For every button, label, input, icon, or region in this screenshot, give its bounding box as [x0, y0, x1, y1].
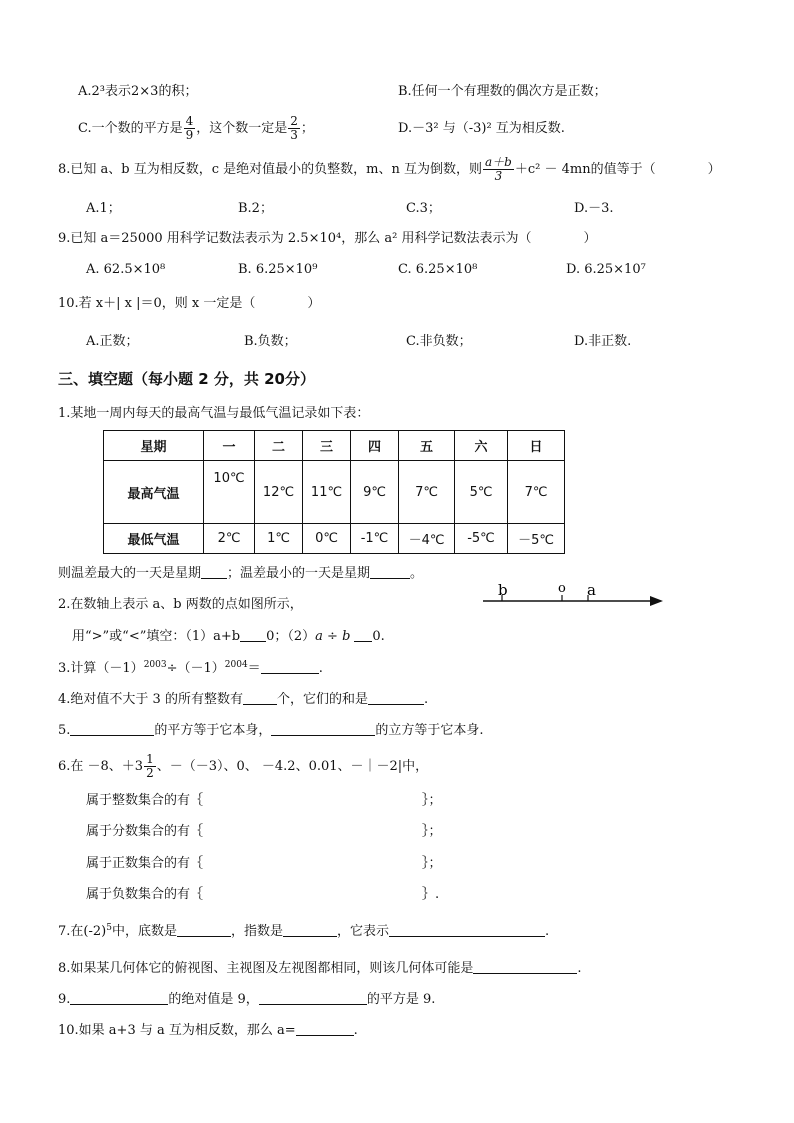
f1-stem: 1.某地一周内每天的最高气温与最低气温记录如下表： [58, 406, 370, 421]
number-line-figure [480, 580, 670, 612]
q8-stem: 8.已知 a、b 互为相反数，c 是绝对值最小的负整数，m、n 互为倒数，则 $\frac{a+b}{3}$ ＋c² － 4mn的值等于（ ） [58, 155, 721, 183]
table-cell: -1℃ [351, 524, 399, 554]
table-header-cell: 五 [399, 431, 455, 461]
q7-option-c-text: C.一个数的平方是 [78, 121, 183, 136]
f8-stem: 8.如果某几何体它的俯视图、主视图及左视图都相同，则该几何体可能是 . [58, 961, 582, 976]
table-row-label: 最高气温 [104, 461, 204, 524]
f6-set-positive: 属于正数集合的有｛ [86, 856, 204, 871]
table-header-cell: 三 [303, 431, 351, 461]
f6-set-end: ｝； [422, 824, 442, 839]
f6-set-end: ｝. [422, 887, 440, 902]
answer-blank[interactable] [70, 990, 168, 1005]
f6-set-end: ｝； [422, 856, 442, 871]
fraction: $\frac{1}{2}$ [146, 752, 154, 780]
temperature-table [103, 430, 565, 554]
q10-option-b: B.负数； [244, 334, 297, 349]
answer-blank[interactable] [243, 690, 277, 705]
q9-option-c: C. 6.25×10⁸ [398, 262, 478, 277]
f4-stem: 4.绝对值不大于 3 的所有整数有 个，它们的和是 . [58, 692, 429, 707]
f2-stem: 2.在数轴上表示 a、b 两数的点如图所示， [58, 597, 303, 612]
answer-blank[interactable] [296, 1021, 354, 1036]
label-a: a [587, 581, 596, 599]
table-header-cell: 四 [351, 431, 399, 461]
f2-fill: 用“>”或“<”填空：（1）a+b 0；（2）a ÷ b 0. [72, 629, 385, 644]
answer-blank[interactable] [354, 627, 372, 642]
table-cell: －5℃ [508, 524, 565, 554]
answer-blank[interactable] [370, 564, 410, 579]
q8-option-c: C.3； [406, 201, 441, 216]
table-header-cell: 一 [204, 431, 255, 461]
answer-blank[interactable] [201, 564, 227, 579]
section-heading: 三、填空题（每小题 2 分，共 20分） [58, 370, 315, 388]
fraction: $\frac{a+b}{3}$ [485, 155, 512, 183]
q9-option-a: A. 62.5×10⁸ [86, 262, 166, 277]
table-cell: 12℃ [255, 461, 303, 524]
f1-followup: 则温差最大的一天是星期 ；温差最小的一天是星期 。 [58, 566, 424, 581]
table-cell: -5℃ [455, 524, 508, 554]
table-cell: 5℃ [455, 461, 508, 524]
table-cell: 10℃ [204, 461, 255, 524]
table-cell: 2℃ [204, 524, 255, 554]
table-row-high [104, 461, 565, 524]
q7-option-b: B.任何一个有理数的偶次方是正数； [398, 84, 607, 99]
table-header-row [104, 431, 565, 461]
table-header-cell: 二 [255, 431, 303, 461]
fraction: $\frac{4}{9}$ [185, 114, 194, 142]
q9-option-d: D. 6.25×10⁷ [566, 262, 646, 277]
f5-stem: 5. 的平方等于它本身， 的立方等于它本身. [58, 723, 484, 738]
q7-option-c: C.一个数的平方是 $\frac{4}{9}$ ，这个数一定是 $\frac{2}{3}$ ； [78, 114, 314, 142]
fraction: $\frac{2}{3}$ [290, 114, 298, 142]
table-cell: －4℃ [399, 524, 455, 554]
f6-set-negative: 属于负数集合的有｛ [86, 887, 204, 902]
label-b: b [498, 581, 508, 599]
table-cell: 9℃ [351, 461, 399, 524]
q7-option-a: A.2³表示2×3的积； [78, 84, 198, 99]
f6-set-fraction: 属于分数集合的有｛ [86, 824, 204, 839]
table-cell: 1℃ [255, 524, 303, 554]
answer-blank[interactable] [368, 690, 424, 705]
table-cell: 7℃ [508, 461, 565, 524]
table-row-low [104, 524, 565, 554]
q10-option-d: D.非正数. [574, 334, 632, 349]
label-origin: o [558, 581, 566, 596]
table-header-cell: 六 [455, 431, 508, 461]
f3-stem: 3.计算$(-1)^{2003}\div(-1)^{2004}=$ . [58, 660, 323, 676]
answer-blank[interactable] [70, 721, 154, 736]
q10-option-c: C.非负数； [406, 334, 472, 349]
table-cell: 11℃ [303, 461, 351, 524]
answer-blank[interactable] [259, 990, 367, 1005]
table-cell: 0℃ [303, 524, 351, 554]
table-cell: 7℃ [399, 461, 455, 524]
table-header-cell: 日 [508, 431, 565, 461]
f9-stem: 9. 的绝对值是 9， 的平方是 9. [58, 992, 436, 1007]
answer-blank[interactable] [473, 959, 577, 974]
f6-set-integer: 属于整数集合的有｛ [86, 793, 204, 808]
answer-blank[interactable] [389, 922, 545, 937]
q8-option-d: D.－3. [574, 201, 614, 216]
answer-blank[interactable] [240, 627, 266, 642]
answer-blank[interactable] [177, 922, 231, 937]
f6-set-end: ｝； [422, 793, 442, 808]
f7-stem: 7.在$(-2)^5$中，底数是 ，指数是 ，它表示 . [58, 923, 550, 939]
f6-stem: 6.在 －8、＋3 $\frac{1}{2}$ 、－（－3）、0、 －4.2、0.01、－｜－2|中， [58, 752, 429, 780]
q8-option-a: A.1； [86, 201, 121, 216]
table-header-cell: 星期 [104, 431, 204, 461]
q10-option-a: A.正数； [86, 334, 139, 349]
q9-option-b: B. 6.25×10⁹ [238, 262, 318, 277]
answer-blank[interactable] [261, 659, 319, 674]
arrow-icon [650, 596, 663, 606]
q8-option-b: B.2； [238, 201, 273, 216]
q9-stem: 9.已知 a＝25000 用科学记数法表示为 2.5×10⁴，那么 a² 用科学记数法表示为（ ） [58, 231, 597, 246]
answer-blank[interactable] [283, 922, 337, 937]
answer-blank[interactable] [271, 721, 375, 736]
f10-stem: 10.如果 a+3 与 a 互为相反数，那么 a= . [58, 1023, 358, 1038]
q7-option-d: D.－3² 与（-3)² 互为相反数. [398, 121, 565, 136]
table-row-label: 最低气温 [104, 524, 204, 554]
q10-stem: 10.若 x＋| x |＝0，则 x 一定是（ ） [58, 296, 321, 311]
